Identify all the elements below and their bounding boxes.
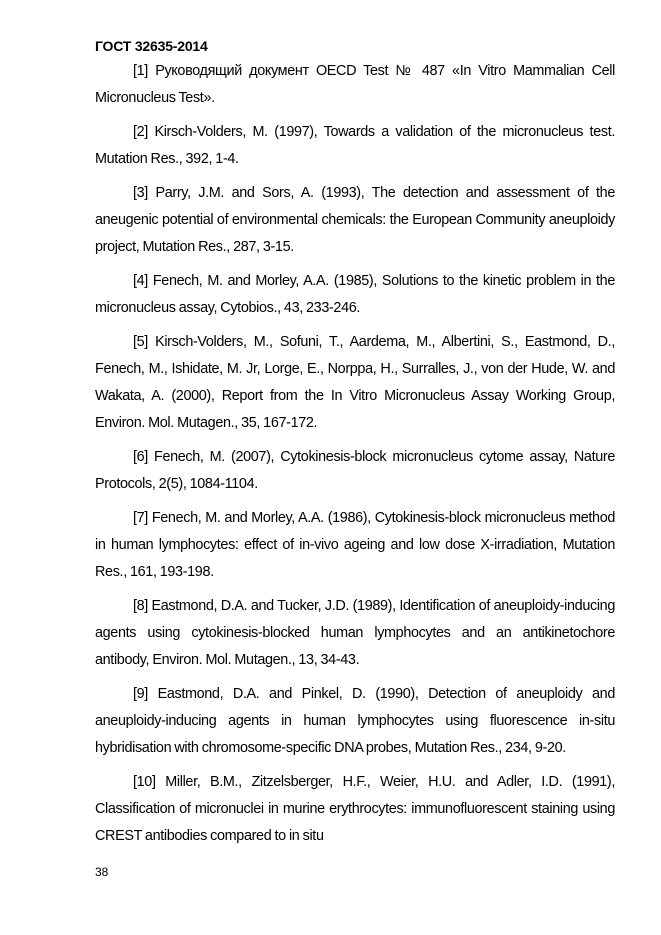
- page-number: 38: [95, 865, 109, 879]
- reference-9: [9] Eastmond, D.A. and Pinkel, D. (1990), Detection of aneuploidy and aneuploidy-inducing agents in human lymphocytes using fluorescence in-situ hybridisation with chromosome-specific DNA probes, Mutation Res., 234, 9-20.: [95, 686, 615, 756]
- reference-4: [4] Fenech, M. and Morley, A.A. (1985), Solutions to the kinetic problem in the micronucleus assay, Cytobios., 43, 233-246.: [95, 273, 615, 316]
- reference-10: [10] Miller, B.M., Zitzelsberger, H.F., Weier, H.U. and Adler, I.D. (1991), Classification of micronuclei in murine erythrocytes: immunofluorescent staining using CREST antibodies compared to in situ: [95, 774, 615, 844]
- reference-3: [3] Parry, J.M. and Sors, A. (1993), The detection and assessment of the aneugenic potential of environmental chemicals: the European Community aneuploidy project, Mutation Res., 287, 3-15.: [95, 185, 615, 255]
- reference-6: [6] Fenech, M. (2007), Cytokinesis-block micronucleus cytome assay, Nature Protocols, 2(5), 1084-1104.: [95, 449, 615, 492]
- reference-8: [8] Eastmond, D.A. and Tucker, J.D. (1989), Identification of aneuploidy-inducing agents using cytokinesis-blocked human lymphocytes and an antikinetochore antibody, Environ. Mol. Mutagen., 13, 34-43.: [95, 598, 615, 668]
- standard-header: ГОСТ 32635-2014: [95, 38, 208, 54]
- reference-7: [7] Fenech, M. and Morley, A.A. (1986), Cytokinesis-block micronucleus method in human lymphocytes: effect of in-vivo ageing and low dose X-irradiation, Mutation Res., 161, 193-198.: [95, 510, 615, 580]
- reference-1: [1] Руководящий документ OECD Test № 487 «In Vitro Mammalian Cell Micronucleus Test».: [95, 63, 615, 106]
- reference-5: [5] Kirsch-Volders, M., Sofuni, T., Aardema, M., Albertini, S., Eastmond, D., Fenech, M., Ishidate, M. Jr, Lorge, E., Norppa, H., Surralles, J., von der Hude, W. and Wakata, A. (2000), Report from the In Vitro Micronucleus Assay Working Group, Environ. Mol. Mutagen., 35, 167-172.: [95, 334, 615, 431]
- references-list: [95, 58, 615, 857]
- reference-2: [2] Kirsch-Volders, M. (1997), Towards a validation of the micronucleus test. Mutation Res., 392, 1-4.: [95, 124, 615, 167]
